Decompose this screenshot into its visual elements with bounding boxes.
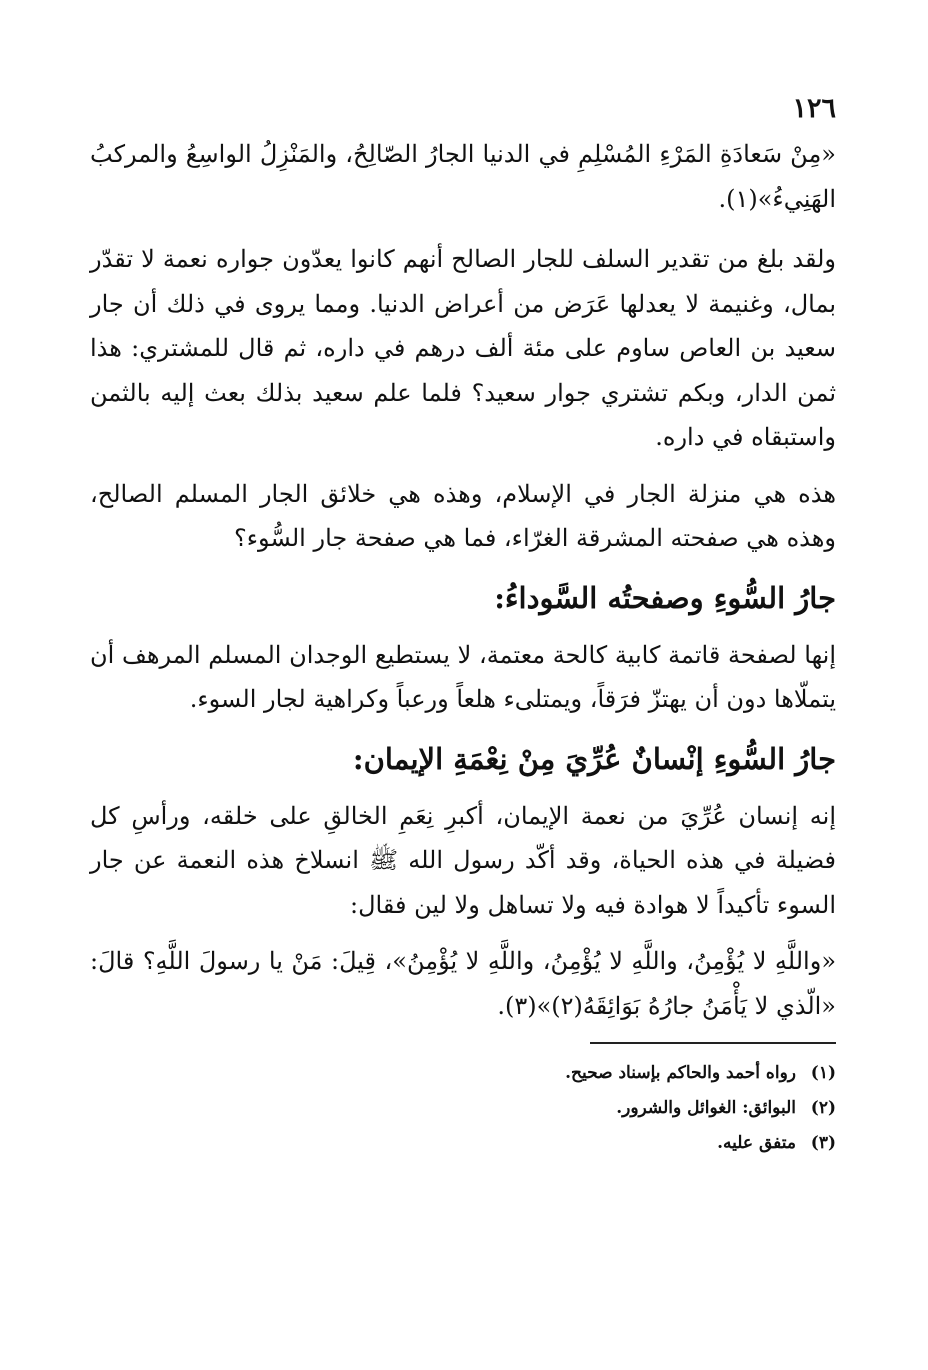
page-number: ١٢٦ (792, 93, 836, 124)
opening-hadith-paragraph: «مِنْ سَعادَةِ المَرْءِ المُسْلِمِ في الدنيا الجارُ الصّالِحُ، والمَنْزِلُ الواسِعُ والمركبُ الهَنِيءُ»(١). (90, 140, 836, 213)
faith-paragraph: إنه إنسان عُرِّيَ من نعمة الإيمان، أكبرِ نِعَمِ الخالقِ على خلقه، ورأسِ كل فضيلة في هذه الحياة، وقد أكّد رسول الله ﷺ انسلاخ هذه النعمة عن جار السوء تأكيداً لا هوادة فيه ولا تساهل ولا لين فقال: (90, 801, 836, 919)
section-heading-bad-neighbor: جارُ السُّوءِ وصفحتُه السَّوداءُ: (494, 580, 836, 615)
salaf-story-paragraph: ولقد بلغ من تقدير السلف للجار الصالح أنهم كانوا يعدّون جواره نعمة لا تقدّر بمال، وغنيمة لا يعدلها عَرَض من أعراض الدنيا. ومما يروى في ذلك أن جار سعيد بن العاص ساوم على مئة ألف درهم في داره، ثم قال للمشتري: هذا ثمن الدار، وبكم تشتري جوار سعيد؟ فلما علم سعيد بذلك بعث إليه بالثمن واستبقاه في داره. (90, 245, 837, 451)
footnote (90, 1056, 836, 1091)
document-page (90, 92, 836, 1161)
footnote-number: (١) (810, 1063, 836, 1083)
footnote-text: متفق عليه. (717, 1133, 796, 1153)
dark-page-paragraph: إنها لصفحة قاتمة كابية كالحة معتمة، لا يستطيع الوجدان المسلم المرهف أن يتملّاها دون أن يهتزّ فرَقاً، ويمتلىء هلعاً ورعباً وكراهية لجار السوء. (90, 640, 836, 713)
footnote-divider (590, 1042, 836, 1044)
section-heading-stripped-of-faith: جارُ السُّوءِ إنْسانٌ عُرِّيَ مِنْ نِعْمَةِ الإيمان: (352, 741, 836, 776)
footnote (90, 1126, 836, 1161)
neighbor-status-paragraph: هذه هي منزلة الجار في الإسلام، وهذه هي خلائق الجار المسلم الصالح، وهذه هي صفحته المشرقة الغرّاء، فما هي صفحة جار السُّوء؟ (90, 479, 837, 552)
footnote-number: (٢) (810, 1098, 836, 1118)
footnote-number: (٣) (810, 1133, 836, 1153)
hadith-paragraph: «واللَّهِ لا يُؤْمِنُ، واللَّهِ لا يُؤْمِنُ، واللَّهِ لا يُؤْمِنُ»، قِيلَ: مَنْ يا رسولَ اللَّهِ؟ قالَ: «الّذي لا يَأْمَنُ جارُهُ بَوَائِقَهُ(٢)»(٣). (90, 947, 836, 1020)
footnote-text: رواه أحمد والحاكم بإسناد صحيح. (565, 1063, 796, 1083)
footnote-text: البوائق: الغوائل والشرور. (616, 1098, 796, 1118)
footnote (90, 1091, 836, 1126)
